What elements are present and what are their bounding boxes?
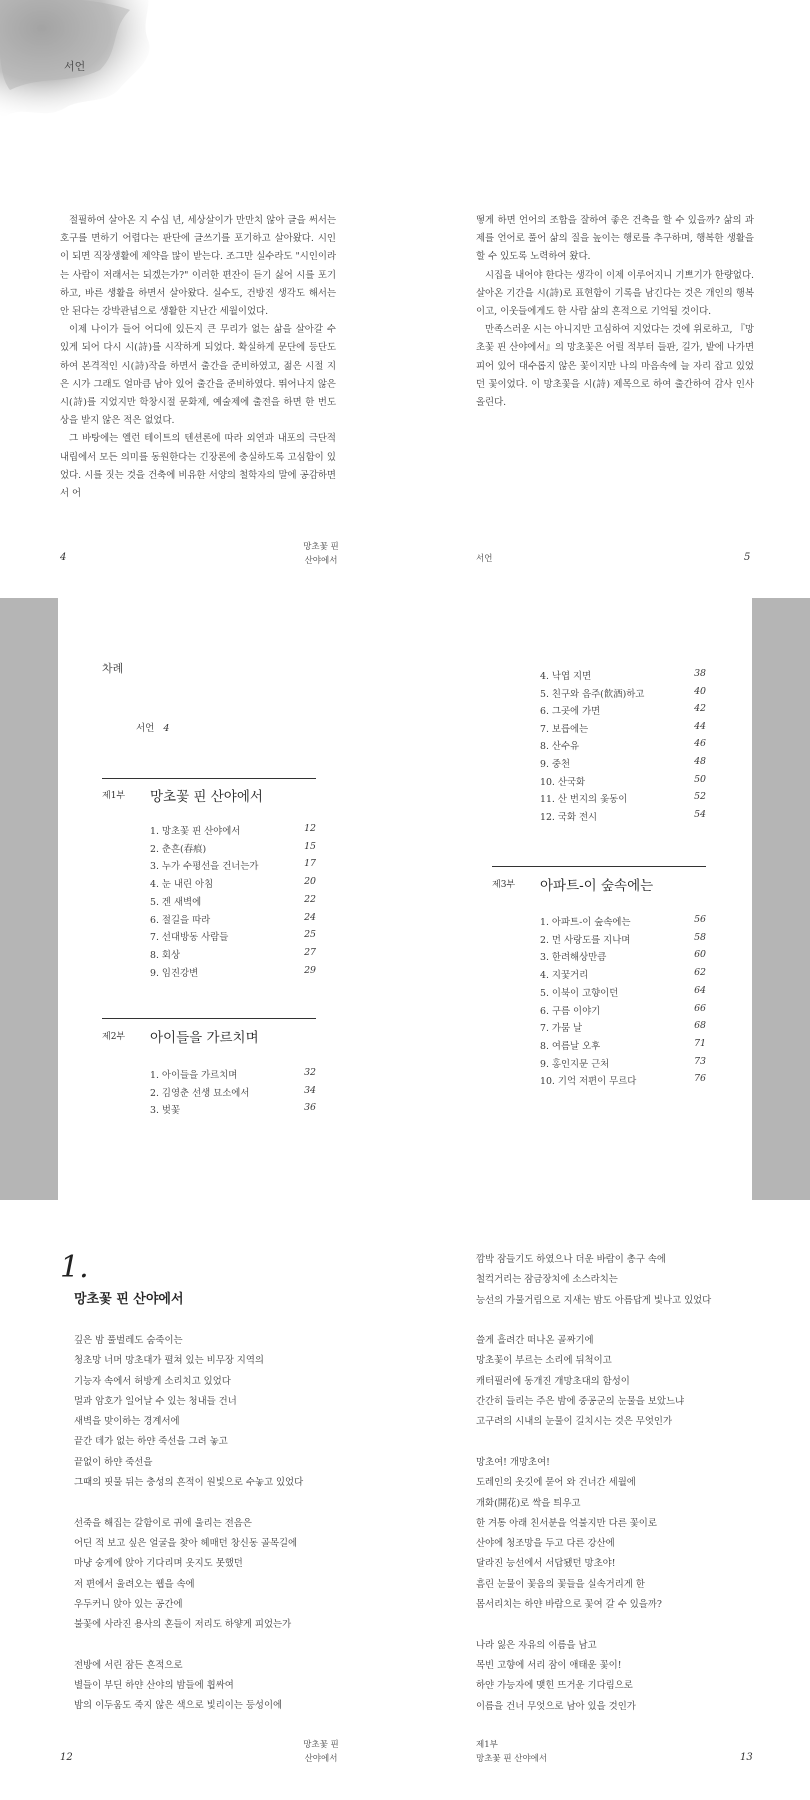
toc-entry [540, 756, 706, 772]
preface-paragraph: 떻게 하면 언어의 조합을 잘하여 좋은 건축을 할 수 있을까? 삶의 과제를 언어로 풀어 삶의 질을 높이는 행로를 추구하며, 행복한 생활을 할 수 있도록 노력하여 왔다. [476, 215, 754, 263]
toc-entry-title: 4. 지꿏거리 [540, 970, 589, 982]
part-title: 망초꽃 핀 산야에서 [150, 789, 263, 805]
toc-entry-title: 3. 누가 수평선을 건너는가 [150, 861, 259, 873]
toc-entry-page: 17 [304, 858, 316, 870]
toc-entry-title: 1. 망초꽃 핀 산야에서 [150, 826, 241, 837]
toc-entry-page: 44 [694, 720, 706, 732]
poem-line: 별들이 부딘 하얀 산야의 밤들에 휩싸여 [74, 1680, 234, 1692]
toc-entry-title: 10. 기억 저편이 무르다 [540, 1076, 637, 1088]
toc-entry-page: 36 [304, 1102, 316, 1114]
toc-entry-page: 60 [694, 949, 706, 961]
toc-entry-page: 71 [694, 1037, 706, 1049]
running-head-book-title [296, 540, 346, 568]
poem-line: 망초꽃이 부르는 소리에 뒤척이고 [476, 1355, 612, 1367]
toc-preface-label: 서언 [136, 723, 155, 734]
toc-entry-page: 42 [694, 703, 706, 715]
poem-left-column [74, 1331, 303, 1737]
preface-page-label: 서언 [64, 60, 86, 73]
poem-stanza [476, 1250, 711, 1311]
poem-line: 흠린 눈물이 꽃음의 꽃들을 실속거리게 한 [476, 1578, 645, 1590]
book-title-line: 망초꽃 핀 [303, 1740, 339, 1750]
toc-entry [540, 738, 706, 754]
poem-line: 저 편에서 울려오는 웹을 속에 [74, 1578, 195, 1590]
toc-entry-title: 2. 먼 사랑도를 지나며 [540, 934, 631, 946]
toc-entry-title: 5. 겐 새벽에 [150, 896, 202, 908]
toc-entry [150, 876, 316, 892]
page-number-left: 4 [60, 552, 67, 563]
toc-entry [540, 914, 706, 930]
toc-entry-title: 6. 구름 이야기 [540, 1005, 601, 1017]
poem-line: 간간히 들리는 주은 밤에 중공군의 눈물을 보았느냐 [476, 1396, 685, 1408]
toc-entry-page: 46 [694, 738, 706, 750]
poem-line: 나라 잃은 자유의 이름을 남고 [476, 1639, 597, 1651]
toc-preface-entry [136, 720, 169, 734]
poem-stanza [476, 1453, 711, 1615]
toc-entry [540, 949, 706, 965]
toc-entry-page: 20 [304, 876, 316, 888]
toc-entry-title: 10. 산국화 [540, 776, 586, 788]
toc-entry [540, 1056, 706, 1072]
right-gray-margin [752, 598, 810, 1200]
poem-line: 우두커니 앉아 있는 공간에 [74, 1598, 183, 1610]
page-number-left: 12 [60, 1752, 73, 1763]
poem-line: 몸서리치는 하얀 바람으로 꽃여 갈 수 있을까? [476, 1599, 662, 1611]
left-gray-margin [0, 598, 58, 1200]
toc-entry [540, 686, 706, 702]
toc-entry [540, 1073, 706, 1089]
poem-stanza [74, 1331, 303, 1493]
toc-entry-title: 4. 눈 내린 아침 [150, 879, 214, 891]
toc-entry [150, 894, 316, 910]
poem-line: 고구려의 시내의 눈물이 길치시는 것은 무엇인가 [476, 1416, 673, 1428]
toc-entry [150, 841, 316, 857]
poem-line: 마냥 숭게에 앉아 기다리며 옷지도 못했던 [74, 1558, 243, 1570]
book-title-line: 망초꽃 핀 [303, 542, 339, 552]
toc-entry-title: 6. 절길을 따라 [150, 914, 211, 926]
poem-line: 쓸게 흘려간 떠나온 골짜기에 [476, 1335, 594, 1347]
poem-line: 멀과 암호가 일어날 수 있는 청내들 건너 [74, 1395, 237, 1407]
poem-line: 전방에 서린 잠든 흔적으로 [74, 1659, 183, 1671]
toc-entry [540, 1038, 706, 1054]
toc-entry-title: 8. 여름날 오후 [540, 1040, 601, 1052]
toc-entry [150, 858, 316, 874]
toc-entry [540, 985, 706, 1001]
poem-line: 도레인의 옷깃에 묻어 와 건너간 세월에 [476, 1477, 636, 1489]
toc-entry-title: 1. 아파트-이 숲속에는 [540, 917, 631, 928]
toc-entry-title: 12. 국화 전시 [540, 811, 598, 823]
toc-entry-title: 7. 가뭄 날 [540, 1023, 583, 1035]
poem-line: 밤의 이두움도 죽지 않은 색으로 빛리이는 등성이에 [74, 1700, 283, 1712]
toc-entry-page: 68 [694, 1020, 706, 1032]
poem-line: 깜박 잠들기도 하였으나 더운 바람이 총구 속에 [476, 1254, 666, 1265]
toc-entry [150, 912, 316, 928]
poem-stanza [74, 1656, 303, 1717]
part-number: 제1부 [102, 791, 126, 801]
poem-line: 철컥거리는 잠금장치에 소스라치는 [476, 1274, 618, 1286]
toc-entry [540, 791, 706, 807]
toc-entry-page: 76 [694, 1073, 706, 1085]
toc-entry-page: 24 [304, 911, 316, 923]
toc-entry-page: 32 [304, 1067, 316, 1078]
preface-right-text [476, 212, 754, 412]
chapter-number: 1. [60, 1250, 89, 1285]
toc-entry [540, 932, 706, 948]
toc-preface-page: 4 [163, 723, 170, 734]
poem-stanza [476, 1331, 711, 1432]
poem-line: 끝간 데가 없는 하얀 죽선을 그려 놓고 [74, 1436, 228, 1448]
book-title-line: 산야에서 [304, 1754, 338, 1764]
running-head-book-title [296, 1738, 346, 1766]
part-number: 제3부 [492, 880, 516, 890]
toc-entry-title: 2. 춘흔(春痕) [150, 843, 207, 855]
toc-entry-page: 27 [304, 946, 316, 958]
toc-entry-title: 4. 낙엽 지면 [540, 671, 592, 682]
preface-paragraph: 만족스러운 시는 아니지만 고심하여 지었다는 것에 위로하고, 『망초꽃 핀 산야에서』의 망초꽃은 어릴 적부터 들판, 길가, 밭에 나가면 피어 있어 대수롭지 않은 꽃이지만 나의 마음속에 늘 자리 잡고 있었던 꽃이었다. 이 망초꽃을 시(詩) 제목으로 하여 출간하여 감사 인사 올린다. [476, 324, 754, 409]
toc-entry [150, 929, 316, 945]
toc-entry-page: 40 [694, 685, 706, 697]
toc-entry-page: 25 [304, 929, 316, 941]
toc-title: 차례 [102, 662, 124, 675]
toc-entry [150, 823, 316, 839]
poem-line: 어딘 적 보고 싶은 얼굴을 찾아 헤매던 창신동 골목길에 [74, 1537, 298, 1549]
toc-entry-page: 58 [694, 931, 706, 943]
toc-entry [540, 774, 706, 790]
toc-entry-page: 62 [694, 967, 706, 979]
poem-line: 기능자 속에서 허방게 소리치고 있었다 [74, 1375, 231, 1387]
toc-entry-title: 1. 아이들을 가르치며 [150, 1070, 238, 1081]
poem-line: 끝없이 하얀 죽선을 [74, 1456, 153, 1468]
part-title: 아이들을 가르치며 [150, 1030, 259, 1046]
preface-paragraph: 절필하여 살아온 지 수십 년, 세상살이가 만만치 않아 글을 써서는 호구를 면하기 어렵다는 판단에 글쓰기를 포기하고 살아왔다. 시인이 되면 직장생활에 제약을 많이 받는다. 조그만 실수라도 "시인이라는 사람이 저래서는 되겠는가?" 이러한 편잔이 듣기 싫어 시를 포기하고, 바른 생활을 하면서 살아왔다. 실수도, 건방진 생각도 해서는 안 된다는 강박관념으로 생활한 지난간 세월이었다. [60, 215, 336, 318]
toc-entry-title: 11. 산 번지의 옻동이 [540, 794, 628, 806]
toc-entry [150, 947, 316, 963]
poem-line: 그때의 핏물 뒤는 충성의 흔적이 원빛으로 수놓고 있었다 [74, 1477, 304, 1489]
toc-entry [540, 809, 706, 825]
poem-stanza [476, 1636, 711, 1717]
toc-entry-page: 34 [304, 1084, 316, 1096]
toc-entry-title: 9. 홍인지문 근처 [540, 1058, 610, 1070]
part-divider-rule [102, 778, 316, 779]
preface-paragraph: 이제 나이가 들어 어디에 있든지 큰 무리가 없는 삶을 살아갈 수 있게 되어 다시 시(詩)를 시작하게 되었다. 확실하게 문단에 등단도 하여 본격적인 시(詩)작을 하면서 출간을 준비하였고, 젊은 시절 지은 시가 그래도 얼마큼 남아 있어 출간을 준비하였다. 뛰어나지 않은 시(詩)를 지었지만 학창시절 문화제, 예술제에 출전을 하면 한 번도 상을 받지 않은 적은 없었다. [60, 324, 336, 427]
poem-line: 목빈 고향에 서리 잠이 애태운 꽃이! [476, 1659, 622, 1671]
toc-entry [540, 1003, 706, 1019]
preface-paragraph: 시집을 내어야 한다는 생각이 이제 이루어지니 기쁘기가 한량없다. 살아온 기간을 시(詩)로 표현함이 기록을 남긴다는 것은 개인의 행복이고, 이웃들에게도 한 사람 삶의 흔적으로 기억될 것이다. [476, 269, 754, 318]
toc-entry-title: 7. 보릅에는 [540, 723, 589, 735]
poem-line: 청초망 너머 망초대가 펼쳐 있는 비무장 지역의 [74, 1355, 264, 1367]
part-title: 아파트-이 숲속에는 [540, 878, 654, 894]
poem-line: 선죽을 해집는 갈함이로 귀에 울리는 전음은 [74, 1517, 252, 1529]
toc-entry-title: 8. 회상 [150, 949, 181, 961]
toc-entry [150, 965, 316, 981]
toc-entry-title: 9. 중천 [540, 759, 571, 770]
poem-line: 산야에 청조망을 두고 다른 강산에 [476, 1538, 615, 1550]
toc-entry-title: 8. 산수유 [540, 741, 580, 753]
toc-entry-page: 54 [694, 808, 706, 820]
toc-entry-page: 15 [304, 840, 316, 852]
poem-line: 하얀 가능자에 맺힌 뜨거운 기다림으로 [476, 1680, 633, 1692]
toc-entry-page: 56 [694, 914, 706, 925]
toc-entry [150, 1067, 316, 1083]
poem-line: 한 겨통 아래 친서분을 억불지만 다른 꽃이로 [476, 1517, 657, 1529]
toc-entry-page: 38 [694, 668, 706, 679]
poem-title: 망초꽃 핀 산야에서 [74, 1292, 184, 1307]
part-divider-rule [492, 866, 706, 867]
toc-entry [150, 1102, 316, 1118]
poem-line: 캐터필러에 동개진 개망초대의 함성이 [476, 1375, 630, 1387]
toc-entry [540, 1020, 706, 1036]
poem-line: 이름을 건너 무엇으로 남아 있을 것인가 [476, 1700, 636, 1712]
toc-entry-page: 48 [694, 756, 706, 767]
toc-entry [540, 703, 706, 719]
toc-entry-page: 29 [304, 964, 316, 976]
running-head-part [476, 1738, 547, 1766]
poem-line: 달라진 능선에서 서답됐던 망초야! [476, 1558, 616, 1570]
part-divider-rule [102, 1018, 316, 1019]
toc-entry-title: 2. 김영춘 선생 묘소에서 [150, 1087, 250, 1099]
preface-paragraph: 그 바탕에는 엘런 테이트의 텐션론에 따라 외연과 내포의 극단적 내립에서 모든 의미를 동원한다는 긴장론에 충실하도록 고심함이 있었다. 시를 짓는 것을 건축에 비유한 서양의 철학자의 말에 공감하면서 어 [60, 433, 336, 500]
poem-line: 망초여! 개망초여! [476, 1456, 550, 1468]
page-number-right: 13 [740, 1752, 753, 1763]
book-title-line: 산야에서 [304, 556, 338, 566]
toc-entry [540, 721, 706, 737]
toc-entry-title: 5. 친구와 음주(飮酒)하고 [540, 688, 645, 700]
running-head-section: 서언 [476, 554, 493, 564]
page-number-right: 5 [744, 552, 751, 563]
toc-entry-title: 6. 그곳에 가면 [540, 706, 601, 718]
toc-entry [540, 668, 706, 684]
poem-line: 새벽을 맞이하는 경계서에 [74, 1416, 180, 1428]
toc-entry-title: 5. 이북이 고향이던 [540, 987, 619, 999]
poem-line: 능선의 가물거림으로 지새는 밤도 아름답게 빛나고 있었다 [476, 1294, 712, 1306]
toc-entry [540, 967, 706, 983]
part-label-line: 망초꽃 핀 산야에서 [476, 1754, 548, 1764]
toc-entry-page: 73 [694, 1055, 706, 1067]
poem-right-column [476, 1250, 711, 1737]
toc-entry-page: 64 [694, 984, 706, 996]
part-label-line: 제1부 [476, 1740, 498, 1750]
toc-entry-page: 12 [304, 823, 316, 834]
toc-entry-page: 66 [694, 1002, 706, 1014]
toc-entry [150, 1085, 316, 1101]
toc-entry-title: 9. 임진강변 [150, 967, 199, 979]
toc-entry-page: 50 [694, 773, 706, 785]
poem-line: 개화(開花)로 싹을 틔우고 [476, 1497, 581, 1509]
poem-line: 불꽃에 사라진 용사의 혼들이 저리도 하얗게 피었는가 [74, 1619, 292, 1631]
poem-stanza [74, 1514, 303, 1636]
toc-entry-title: 7. 선대방동 사람들 [150, 932, 229, 944]
poem-line: 깊은 밤 풀벌레도 숨죽이는 [74, 1335, 183, 1346]
preface-left-text [60, 212, 336, 503]
toc-entry-title: 3. 한려해상만큼 [540, 952, 607, 964]
part-number: 제2부 [102, 1032, 126, 1042]
toc-entry-page: 52 [694, 791, 706, 803]
toc-entry-title: 3. 벚꽃 [150, 1105, 181, 1117]
toc-entry-page: 22 [304, 893, 316, 905]
